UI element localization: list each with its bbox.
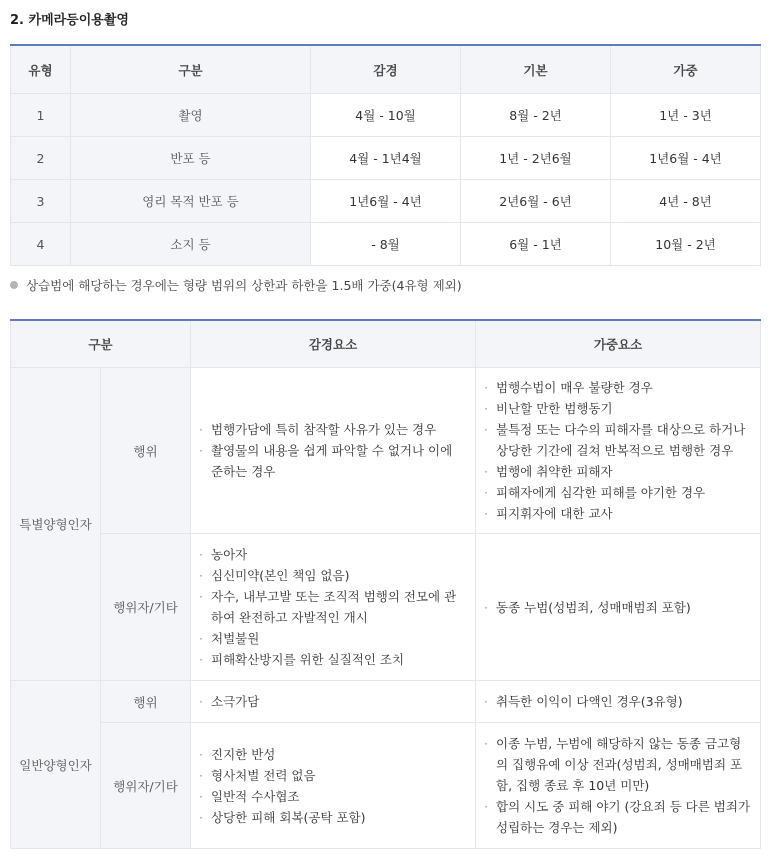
table-row (11, 137, 761, 180)
mitigating-factor-list (199, 744, 465, 828)
list-item: · 피지휘자에 대한 교사 (484, 503, 750, 524)
table-cell: 2 (11, 137, 71, 180)
list-item: · 합의 시도 중 피해 야기 (강요죄 등 다른 범죄가 성립하는 경우는 제외) (484, 796, 750, 838)
list-item: · 일반적 수사협조 (199, 786, 465, 807)
aggravating-factor-list (484, 597, 750, 618)
list-item: · 동종 누범(성범죄, 성매매범죄 포함) (484, 597, 750, 618)
list-item: · 농아자 (199, 544, 465, 565)
table-cell: 4 (11, 223, 71, 266)
factor-group-label: 특별양형인자 (11, 368, 101, 681)
column-header: 기본 (461, 45, 611, 94)
list-item: · 범행가담에 특히 참작할 사유가 있는 경우 (199, 419, 465, 440)
aggravating-factors-cell (476, 368, 761, 534)
column-header: 구분 (71, 45, 311, 94)
factor-row (11, 368, 761, 534)
column-header: 가중 (611, 45, 761, 94)
mitigating-factors-cell (191, 681, 476, 723)
table-row (11, 180, 761, 223)
table-cell: 2년6월 - 6년 (461, 180, 611, 223)
list-item: · 비난할 만한 범행동기 (484, 398, 750, 419)
table-cell: 6월 - 1년 (461, 223, 611, 266)
table-cell: 4년 - 8년 (611, 180, 761, 223)
table-cell: 1년 - 2년6월 (461, 137, 611, 180)
header-category: 구분 (11, 320, 191, 368)
list-item: · 처벌불원 (199, 628, 465, 649)
aggravating-factors-cell (476, 681, 761, 723)
list-item: · 피해자에게 심각한 피해를 야기한 경우 (484, 482, 750, 503)
factor-row (11, 534, 761, 681)
factor-subcategory: 행위 (101, 368, 191, 534)
table-cell: 8월 - 2년 (461, 94, 611, 137)
mitigating-factors-cell (191, 534, 476, 681)
header-aggravating: 가중요소 (476, 320, 761, 368)
table-cell: 영리 목적 반포 등 (71, 180, 311, 223)
factor-row (11, 681, 761, 723)
list-item: · 이종 누범, 누범에 해당하지 않는 동종 금고형의 집행유예 이상 전과(성범죄, 성매매범죄 포함, 집행 종료 후 10년 미만) (484, 733, 750, 796)
mitigating-factors-cell (191, 723, 476, 849)
list-item: · 상당한 피해 회복(공탁 포함) (199, 807, 465, 828)
table-row (11, 223, 761, 266)
bullet-dot-icon (10, 281, 18, 289)
sentencing-factors-table (10, 319, 761, 849)
factor-row (11, 723, 761, 849)
aggravating-factor-list (484, 733, 750, 838)
table-cell: 촬영 (71, 94, 311, 137)
table-cell: 소지 등 (71, 223, 311, 266)
list-item: · 범행수법이 매우 불량한 경우 (484, 377, 750, 398)
factor-subcategory: 행위자/기타 (101, 534, 191, 681)
list-item: · 취득한 이익이 다액인 경우(3유형) (484, 691, 750, 712)
list-item: · 피해확산방지를 위한 실질적인 조치 (199, 649, 465, 670)
factor-subcategory: 행위 (101, 681, 191, 723)
column-header: 감경 (311, 45, 461, 94)
table-cell: - 8월 (311, 223, 461, 266)
list-item: · 촬영물의 내용을 쉽게 파악할 수 없거나 이에 준하는 경우 (199, 440, 465, 482)
aggravating-factors-cell (476, 723, 761, 849)
list-item: · 범행에 취약한 피해자 (484, 461, 750, 482)
column-header: 유형 (11, 45, 71, 94)
aggravating-factor-list (484, 377, 750, 524)
mitigating-factor-list (199, 419, 465, 482)
table-cell: 1 (11, 94, 71, 137)
factor-group-label: 일반양형인자 (11, 681, 101, 849)
mitigating-factor-list (199, 544, 465, 670)
list-item: · 자수, 내부고발 또는 조직적 범행의 전모에 관하여 완전하고 자발적인 개시 (199, 586, 465, 628)
table-cell: 3 (11, 180, 71, 223)
habitual-offender-note (10, 276, 462, 294)
table-row (11, 94, 761, 137)
table-cell: 4월 - 1년4월 (311, 137, 461, 180)
section-title: 2. 카메라등이용촬영 (10, 13, 129, 28)
header-mitigating: 감경요소 (191, 320, 476, 368)
sentence-range-table (10, 44, 761, 266)
table-cell: 반포 등 (71, 137, 311, 180)
list-item: · 불특정 또는 다수의 피해자를 대상으로 하거나 상당한 기간에 걸쳐 반복적으로 범행한 경우 (484, 419, 750, 461)
aggravating-factor-list (484, 691, 750, 712)
note-text: 상습범에 해당하는 경우에는 형량 범위의 상한과 하한을 1.5배 가중(4유형 제외) (26, 278, 462, 293)
table-cell: 1년6월 - 4년 (311, 180, 461, 223)
factor-subcategory: 행위자/기타 (101, 723, 191, 849)
table-cell: 1년 - 3년 (611, 94, 761, 137)
list-item: · 소극가담 (199, 691, 465, 712)
table-cell: 1년6월 - 4년 (611, 137, 761, 180)
table-cell: 4월 - 10월 (311, 94, 461, 137)
mitigating-factors-cell (191, 368, 476, 534)
aggravating-factors-cell (476, 534, 761, 681)
table-cell: 10월 - 2년 (611, 223, 761, 266)
list-item: · 진지한 반성 (199, 744, 465, 765)
list-item: · 심신미약(본인 책임 없음) (199, 565, 465, 586)
mitigating-factor-list (199, 691, 465, 712)
list-item: · 형사처벌 전력 없음 (199, 765, 465, 786)
